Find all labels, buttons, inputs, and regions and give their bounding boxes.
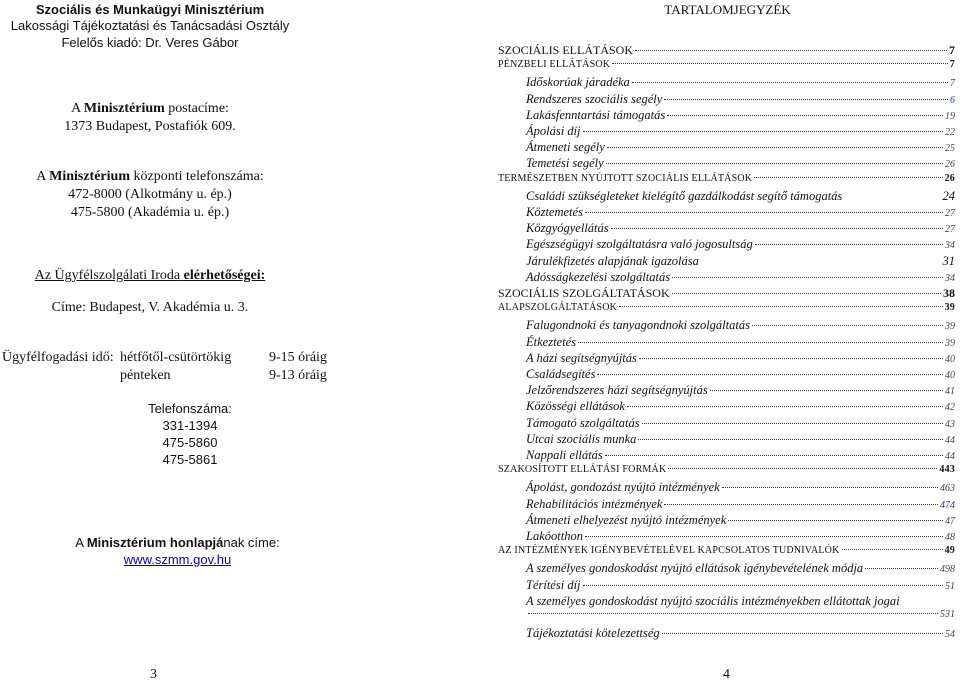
toc-entry[interactable] (526, 124, 955, 139)
toc-leader (583, 131, 943, 132)
toc-entry-label: SZOCIÁLIS SZOLGÁLTATÁSOK (498, 286, 670, 300)
toc-entry-label: SZOCIÁLIS ELLÁTÁSOK (498, 43, 633, 57)
phone-heading: A Minisztérium központi telefonszáma: (36, 169, 264, 184)
toc-entry-label: Közgyógyellátás (526, 221, 609, 236)
toc-entry-label: Járulékfizetés alapjának igazolása (526, 253, 699, 268)
toc-leader (606, 163, 943, 164)
toc-leader (754, 177, 942, 178)
toc-leader (664, 99, 948, 100)
toc-entry[interactable] (526, 383, 955, 398)
toc-entry-page: 39 (944, 302, 955, 314)
toc-entry[interactable] (526, 108, 955, 123)
toc-entry-label: Utcai szociális munka (526, 431, 637, 446)
phone-line-2: 475-5800 (Akadémia u. ép.) (70, 205, 230, 220)
toc-entry-page: 22 (945, 127, 955, 138)
page-number-left: 3 (150, 667, 157, 682)
toc-entry[interactable] (526, 513, 955, 528)
toc-entry[interactable] (526, 237, 955, 252)
toc-entry[interactable] (526, 529, 955, 544)
ministry-name: Szociális és Munkaügyi Minisztérium (35, 2, 265, 17)
toc-entry-page: 39 (945, 321, 955, 333)
toc-entry[interactable] (526, 205, 955, 220)
toc-leader (662, 633, 943, 634)
toc-entry[interactable] (526, 270, 955, 285)
toc-entry[interactable] (526, 399, 955, 414)
toc-entry-label: Egészségügyi szolgáltatásra való jogosultság (526, 237, 753, 252)
toc-leader (752, 325, 943, 326)
postal-address: 1373 Budapest, Postafiók 609. (64, 119, 236, 134)
toc-entry[interactable] (526, 480, 955, 495)
toc-entry-label: A házi segítségnyújtás (526, 350, 637, 365)
toc-entry-label: Közösségi ellátások (526, 399, 625, 414)
toc-leader (612, 63, 948, 64)
toc-entry-label: Ápolási díj (526, 124, 581, 138)
toc-entry-page: 24 (942, 188, 955, 203)
office-phone-1: 331-1394 (162, 418, 218, 433)
toc-entry[interactable] (526, 335, 955, 350)
toc-entry[interactable] (526, 140, 955, 155)
toc-leader (635, 50, 947, 51)
toc-leader (583, 585, 943, 586)
toc-entry[interactable] (526, 561, 955, 576)
toc-entry-label: Köztemetés (526, 205, 583, 219)
toc-entry-page: 48 (945, 532, 955, 543)
hours-day-2: pénteken (120, 368, 171, 383)
toc-entry[interactable] (526, 367, 955, 382)
toc-leader (728, 520, 943, 521)
toc-entry[interactable] (526, 221, 955, 236)
toc-entry-page: 38 (943, 286, 955, 300)
toc-entry-page: 474 (940, 499, 955, 511)
toc-entry[interactable] (526, 189, 955, 204)
toc-entry-page: 42 (945, 402, 955, 414)
toc-leader (865, 568, 938, 569)
toc-leader (597, 374, 943, 375)
page-number-right: 4 (723, 667, 730, 682)
toc-entry[interactable] (498, 286, 955, 301)
toc-entry[interactable] (526, 448, 955, 463)
toc-entry-page: 39 (945, 337, 955, 349)
toc-entry[interactable] (526, 432, 955, 447)
toc-leader (528, 613, 938, 614)
right-page (495, 0, 960, 683)
toc-entry[interactable] (526, 497, 955, 512)
publisher-line: Felelős kiadó: Dr. Veres Gábor (61, 35, 239, 50)
office-heading: Az Ügyfélszolgálati Iroda elérhetőségei: (34, 268, 266, 283)
toc-entry-label: Ápolást, gondozást nyújtó intézmények (526, 480, 720, 495)
toc-entry-label: ALAPSZOLGÁLTATÁSOK (498, 302, 618, 314)
toc-entry-label: Adósságkezelési szolgáltatás (526, 269, 671, 284)
toc-entry-page: 47 (945, 515, 955, 527)
hours-time-2: 9-13 óráig (269, 368, 327, 383)
toc-title: TARTALOMJEGYZÉK (664, 2, 791, 17)
toc-leader (672, 293, 941, 294)
toc-entry[interactable] (498, 59, 955, 70)
toc-entry[interactable] (526, 318, 955, 333)
office-phone-2: 475-5860 (162, 435, 218, 450)
toc-entry-page: 54 (945, 629, 955, 641)
toc-entry[interactable] (526, 156, 955, 171)
toc-entry[interactable] (526, 75, 955, 90)
website-link[interactable]: www.szmm.gov.hu (123, 552, 232, 567)
toc-entry-label: Átmeneti elhelyezést nyújtó intézmények (526, 512, 727, 527)
toc-entry-page: 27 (945, 208, 955, 219)
toc-entry-label: A személyes gondoskodást nyújtó ellátások igénybevételének módja (526, 561, 864, 576)
toc-entry[interactable] (526, 578, 955, 593)
toc-entry-label: A személyes gondoskodást nyújtó szociális intézményekben ellátottak jogai (526, 593, 900, 608)
toc-leader (842, 549, 943, 550)
toc-leader (578, 342, 943, 343)
toc-entry[interactable] (498, 173, 955, 184)
toc-leader (627, 406, 943, 407)
toc-entry-page: 44 (945, 451, 955, 462)
toc-leader (638, 439, 943, 440)
toc-entry[interactable] (526, 351, 955, 366)
office-phone-label: Telefonszáma: (148, 401, 232, 416)
toc-entry-page: 7 (950, 78, 955, 90)
toc-entry-label: Lakóotthon (526, 529, 583, 543)
toc-leader (668, 468, 937, 469)
toc-entry-label: Támogató szolgáltatás (526, 415, 640, 430)
toc-entry-label: Tájékoztatási kötelezettség (526, 626, 660, 641)
toc-entry-label: Falugondnoki és tanyagondnoki szolgáltatás (526, 318, 750, 333)
toc-entry-page: 26 (944, 172, 955, 184)
toc-entry-label: Rehabilitációs intézmények (526, 496, 663, 511)
toc-entry[interactable] (526, 594, 955, 620)
office-phone-3: 475-5861 (162, 452, 218, 467)
toc-entry-label: Időskorúak járadéka (526, 75, 630, 90)
toc-entry[interactable] (498, 545, 955, 556)
toc-entry-page: 34 (945, 272, 955, 284)
toc-entry-label: SZAKOSÍTOTT ELLÁTÁSI FORMÁK (498, 464, 667, 476)
toc-entry-label: Rendszeres szociális segély (526, 91, 663, 106)
toc-entry[interactable] (526, 92, 955, 107)
toc-leader (722, 487, 938, 488)
toc-leader (642, 423, 943, 424)
toc-entry-label: TERMÉSZETBEN NYÚJTOTT SZOCIÁLIS ELLÁTÁSOK (498, 172, 753, 184)
toc-entry-page: 7 (949, 59, 955, 71)
toc-entry-page: 531 (940, 608, 955, 620)
toc-entry[interactable] (498, 464, 955, 475)
toc-leader (639, 358, 943, 359)
toc-entry[interactable] (498, 43, 955, 58)
toc-entry-page: 6 (950, 94, 955, 106)
toc-leader (710, 390, 943, 391)
toc-entry-label: Térítési díj (526, 577, 581, 592)
toc-entry-label: Családsegítés (526, 367, 596, 381)
toc-leader (605, 455, 943, 456)
toc-entry-page: 40 (945, 370, 955, 381)
toc-entry-page: 31 (942, 253, 955, 268)
toc-entry-label: Átmeneti segély (526, 140, 605, 155)
toc-entry[interactable] (526, 416, 955, 431)
toc-entry[interactable] (526, 254, 955, 269)
toc-entry-page: 40 (945, 353, 955, 365)
toc-leader (632, 82, 948, 83)
toc-entry-page: 43 (945, 418, 955, 430)
toc-leader (585, 536, 943, 537)
toc-entry-page: 27 (945, 224, 955, 236)
toc-entry-page: 19 (945, 110, 955, 122)
phone-line-1: 472-8000 (Alkotmány u. ép.) (68, 187, 232, 202)
toc-entry-page: 51 (945, 580, 955, 592)
toc-leader (755, 244, 943, 245)
department-name: Lakossági Tájékoztatási és Tanácsadási Osztály (10, 18, 290, 33)
toc-leader (619, 306, 942, 307)
toc-leader (664, 504, 938, 505)
toc-entry-page: 7 (949, 43, 955, 57)
toc-entry-label: Étkeztetés (526, 334, 576, 349)
toc-leader (611, 228, 943, 229)
hours-label: Ügyfélfogadási idő: (2, 350, 114, 365)
toc-entry-page: 44 (945, 434, 955, 446)
toc-entry-page: 41 (945, 386, 955, 398)
toc-entry-page: 443 (939, 464, 955, 476)
toc-leader (607, 147, 943, 148)
toc-entry-label: Nappali ellátás (526, 448, 603, 462)
left-page (0, 0, 470, 683)
toc-entry-label: PÉNZBELI ELLÁTÁSOK (498, 59, 611, 71)
toc-entry[interactable] (526, 626, 955, 641)
postal-heading: A Minisztérium postacíme: (71, 101, 229, 116)
toc-entry-label: Lakásfenntartási támogatás (526, 107, 666, 122)
office-address: Címe: Budapest, V. Akadémia u. 3. (51, 300, 249, 315)
toc-entry-page: 49 (944, 545, 955, 557)
toc-entry-page: 25 (945, 143, 955, 155)
toc-entry-label: Családi szükségleteket kielégítő gazdálkodást segítő támogatás (526, 188, 843, 203)
toc-entry-page: 498 (940, 564, 955, 576)
hours-day-1: hétfőtől-csütörtökig (120, 350, 232, 365)
toc-leader (672, 277, 943, 278)
toc-leader (667, 115, 943, 116)
toc-entry-page: 34 (945, 240, 955, 252)
toc-entry-label: AZ INTÉZMÉNYEK IGÉNYBEVÉTELÉVEL KAPCSOLATOS TUDNIVALÓK (498, 545, 840, 557)
hours-time-1: 9-15 óráig (269, 350, 327, 365)
toc-entry-page: 26 (945, 159, 955, 171)
toc-entry[interactable] (498, 302, 955, 313)
toc-entry-label: Temetési segély (526, 156, 604, 171)
toc-entry-label: Jelzőrendszeres házi segítségnyújtás (526, 383, 708, 398)
website-heading: A Minisztérium honlapjának címe: (75, 535, 280, 550)
toc-entry-page: 463 (940, 483, 955, 495)
toc-leader (585, 212, 943, 213)
